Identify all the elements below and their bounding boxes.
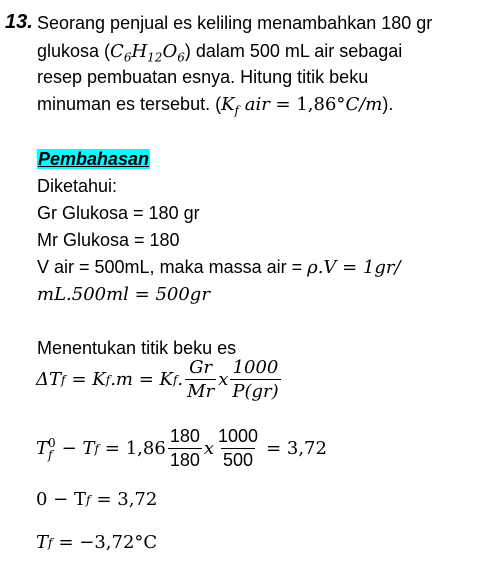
known-gr: Gr Glukosa = 180 gr (37, 203, 200, 223)
question-line-3: resep pembuatan esnya. Hitung titik beku (37, 67, 369, 87)
known-volume-text: V air = 500mL, maka massa air = (37, 257, 308, 277)
glucose-formula: $C_6H_{12}O_6$ (110, 41, 185, 65)
question-number: 13. (5, 11, 33, 33)
known-volume (37, 256, 401, 279)
fraction-180-180: $\frac{180}{180}$ (169, 426, 200, 470)
solution-heading: Pembahasan (38, 149, 150, 169)
known-label: Diketahui: (37, 176, 118, 196)
question-line-2-start: glukosa ( (37, 41, 111, 61)
equation-final-result: T f = −3,72°C (36, 532, 158, 553)
question-line-2 (37, 40, 402, 69)
fraction-1000-500: $\frac{1000}{500}$ (218, 426, 259, 470)
equation-zero-minus-tf: 0 − T f = 3,72 (36, 489, 158, 510)
known-mr: Mr Glukosa = 180 (37, 230, 180, 250)
kf-value: $K_f$ air = 1,86°C/m (221, 94, 383, 118)
known-volume-cont: mL.500ml = 500gr (37, 284, 210, 305)
question-line-2-end: ) dalam 500 mL air sebagai (184, 41, 403, 61)
fraction-1000-p: $\frac{1000}{P(gr)}$ (232, 357, 279, 402)
question-line-4-start: minuman es tersebut. ( (37, 94, 222, 114)
question-line-4-end: ). (382, 94, 394, 114)
fraction-gr-mr: $\frac{Gr}{Mr}$ (187, 357, 215, 402)
step-label: Menentukan titik beku es (37, 338, 237, 358)
known-volume-math: ρ.V = 1gr/ (307, 257, 401, 278)
question-line-4 (37, 93, 393, 122)
question-line-1: Seorang penjual es keliling menambahkan 180 gr (37, 13, 433, 33)
equation-freezing-point-depression: ΔT f = K f .m = K f . $\frac{Gr}{Mr}$ x $\frac{1000}{P(gr)}$ (36, 357, 279, 402)
equation-substitution: T 0 f − T f = 1,86 $\frac{180}{180}$ x $\frac{1000}{500}$ = 3,72 (36, 426, 327, 470)
